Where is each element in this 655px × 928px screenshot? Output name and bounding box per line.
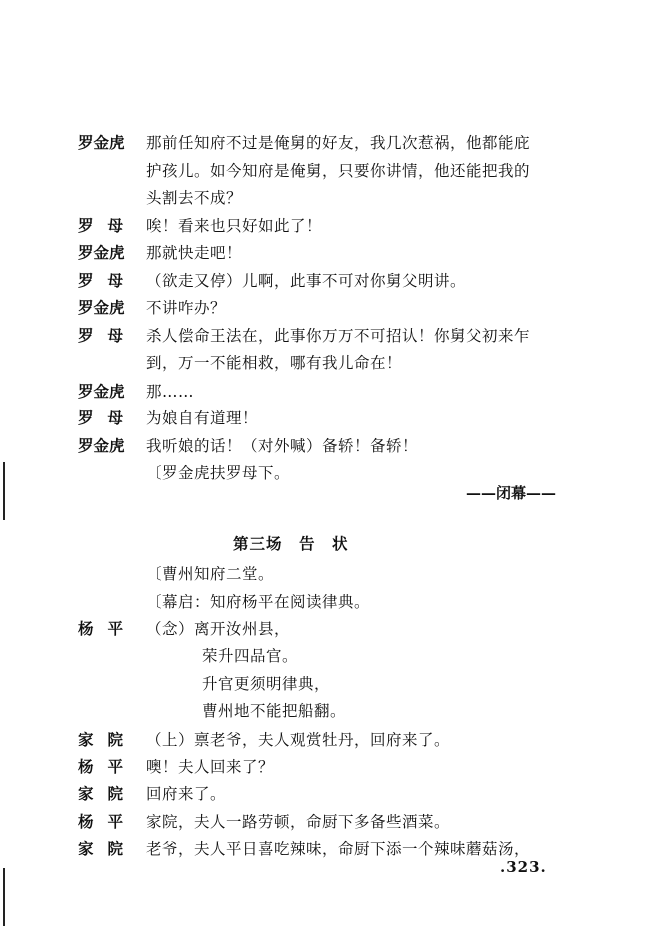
dialogue-line: （欲走又停）儿啊，此事不可对你舅父明讲。 xyxy=(146,272,467,290)
dialogue-line: 到，万一不能相救，哪有我儿命在！ xyxy=(146,354,403,372)
dialogue-line: 不讲咋办？ xyxy=(146,299,227,317)
speaker-name: 杨平 xyxy=(78,812,138,831)
speaker-name: 罗母 xyxy=(78,216,138,235)
dialogue-line: 噢！夫人回来了？ xyxy=(146,758,275,776)
speaker-name: 罗金虎 xyxy=(78,436,125,455)
speaker-name: 家院 xyxy=(78,730,138,749)
speaker-name: 罗母 xyxy=(78,326,138,345)
speaker-name: 罗母 xyxy=(78,271,138,290)
stage-direction: 〔罗金虎扶罗母下。 xyxy=(146,464,291,482)
page-number: .323. xyxy=(500,858,547,876)
curtain-marker: ——闭幕—— xyxy=(466,484,557,502)
dialogue-line: 那前任知府不过是俺舅的好友，我几次惹祸，他都能庇 xyxy=(146,134,531,152)
dialogue-line: 老爷，夫人平日喜吃辣味，命厨下添一个辣味蘑菇汤， xyxy=(146,840,531,858)
dialogue-line: 我听娘的话！（对外喊）备轿！备轿！ xyxy=(146,437,419,455)
speaker-name: 罗母 xyxy=(78,408,138,427)
speaker-name: 罗金虎 xyxy=(78,298,125,317)
verse-line: 荣升四品官。 xyxy=(202,647,299,665)
dialogue-line: （上）禀老爷，夫人观赏牡丹，回府来了。 xyxy=(146,731,451,749)
dialogue-line: 为娘自有道理！ xyxy=(146,409,259,427)
dialogue-line: 护孩儿。如今知府是俺舅，只要你讲情，他还能把我的 xyxy=(146,162,531,180)
speaker-name: 罗金虎 xyxy=(78,243,125,262)
speaker-name: 罗金虎 xyxy=(78,382,125,401)
stage-direction: 〔曹州知府二堂。 xyxy=(146,565,275,583)
speaker-name: 家院 xyxy=(78,839,138,858)
dialogue-line: 唉！看来也只好如此了！ xyxy=(146,217,323,235)
dialogue-line: 头割去不成？ xyxy=(146,189,243,207)
stage-direction: 〔幕启：知府杨平在阅读律典。 xyxy=(146,593,371,611)
speaker-name: 杨平 xyxy=(78,757,138,776)
scan-margin-mark xyxy=(3,462,5,520)
dialogue-line: 家院，夫人一路劳顿，命厨下多备些酒菜。 xyxy=(146,813,451,831)
dialogue-line: 杀人偿命王法在，此事你万万不可招认！你舅父初来乍 xyxy=(146,327,531,345)
verse-line: 升官更须明律典， xyxy=(202,675,331,693)
dialogue-line: 那…… xyxy=(146,383,195,401)
speaker-name: 罗金虎 xyxy=(78,133,125,152)
verse-line: （念）离开汝州县， xyxy=(146,620,291,638)
dialogue-line: 那就快走吧！ xyxy=(146,244,243,262)
dialogue-line: 回府来了。 xyxy=(146,785,227,803)
speaker-name: 家院 xyxy=(78,784,138,803)
scene-title: 第三场 告 状 xyxy=(233,534,349,553)
scan-margin-mark xyxy=(3,868,5,926)
speaker-name: 杨平 xyxy=(78,619,138,638)
verse-line: 曹州地不能把船翻。 xyxy=(202,702,347,720)
